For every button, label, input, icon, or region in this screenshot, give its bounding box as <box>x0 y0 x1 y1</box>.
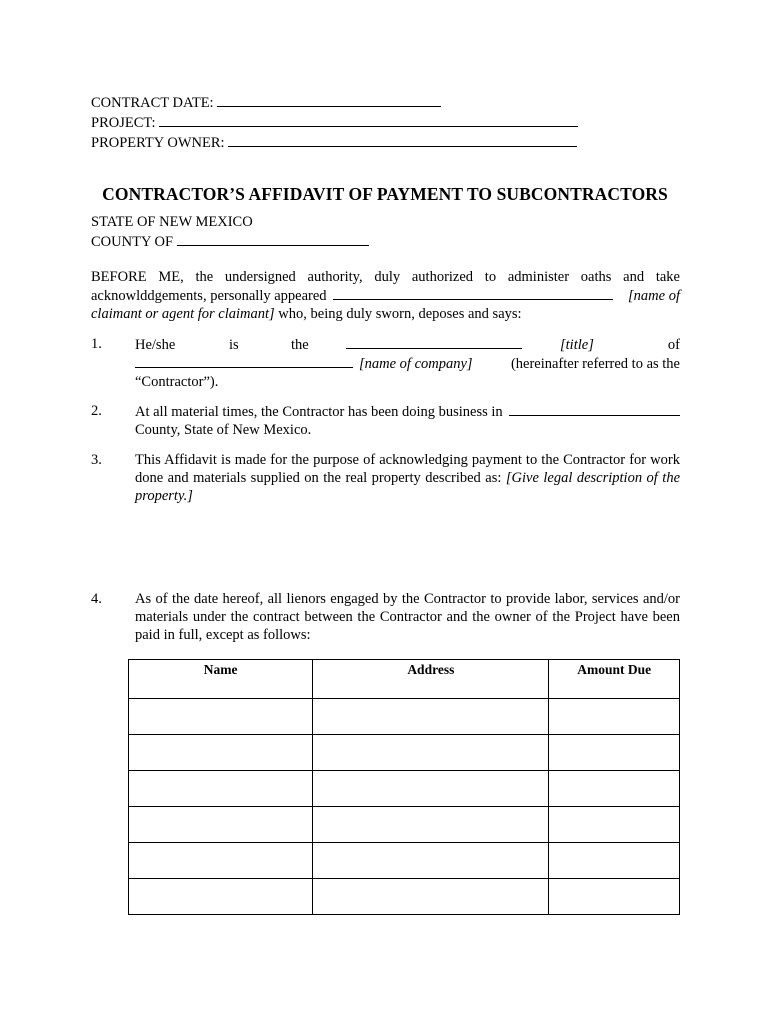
item-3-number: 3. <box>91 452 102 468</box>
before-me-paragraph <box>91 268 680 323</box>
name-cell[interactable] <box>129 735 313 771</box>
table-row <box>129 843 680 879</box>
address-cell[interactable] <box>313 879 549 915</box>
claimant-placeholder: claimant or agent for claimant] <box>91 306 275 322</box>
contract-header <box>91 93 578 153</box>
item-2-content <box>135 402 680 439</box>
item-1-number: 1. <box>91 336 102 352</box>
name-cell[interactable] <box>129 879 313 915</box>
name-cell[interactable] <box>129 807 313 843</box>
lienors-table <box>128 659 680 915</box>
name-cell[interactable] <box>129 843 313 879</box>
amount-due-cell[interactable] <box>549 735 680 771</box>
address-cell[interactable] <box>313 807 549 843</box>
before-line-3 <box>91 305 680 323</box>
item-4-content: As of the date hereof, all lienors engaged by the Contractor to provide labor, services and/or materials under the contract between the Contractor and the owner of the Project have been paid in full, except as follows: <box>135 591 680 643</box>
table-header-row <box>129 660 680 699</box>
name-of-placeholder: [name of <box>628 288 680 304</box>
amount-due-cell[interactable] <box>549 771 680 807</box>
item-1-line-2 <box>135 354 680 373</box>
address-cell[interactable] <box>313 843 549 879</box>
address-column-header: Address <box>313 660 549 699</box>
company-name-blank[interactable] <box>135 354 353 368</box>
title-placeholder: [title] <box>560 337 594 353</box>
of-word: of <box>667 337 680 353</box>
item-4-number: 4. <box>91 591 102 607</box>
name-column-header: Name <box>129 660 313 699</box>
item-2-line-1-text: At all material times, the Contractor has been doing business in <box>135 404 503 420</box>
table-row <box>129 771 680 807</box>
before-line-3-text: who, being duly sworn, deposes and says: <box>278 306 522 322</box>
name-cell[interactable] <box>129 771 313 807</box>
property-owner-label: PROPERTY OWNER: <box>91 135 225 151</box>
table-row <box>129 699 680 735</box>
amount-due-cell[interactable] <box>549 843 680 879</box>
project-line <box>91 113 578 133</box>
document-title: CONTRACTOR’S AFFIDAVIT OF PAYMENT TO SUBCONTRACTORS <box>102 184 668 204</box>
item-3-text: This Affidavit is made for the purpose of acknowledging payment to the Contractor for work done and materials supplied on the real property described as: <box>135 452 680 486</box>
claimant-name-blank[interactable] <box>333 286 613 300</box>
amount-due-cell[interactable] <box>549 699 680 735</box>
item-2-number: 2. <box>91 403 102 419</box>
address-cell[interactable] <box>313 735 549 771</box>
county-label: COUNTY OF <box>91 234 174 250</box>
property-owner-line <box>91 133 578 153</box>
venue-block <box>91 213 369 252</box>
before-line-1: BEFORE ME, the undersigned authority, duly authorized to administer oaths and take <box>91 269 680 285</box>
the-word: the <box>291 337 309 353</box>
address-cell[interactable] <box>313 771 549 807</box>
project-label: PROJECT: <box>91 115 156 131</box>
county-line <box>91 232 369 252</box>
legal-description-placeholder: [Give legal description of the property.] <box>135 470 681 504</box>
address-cell[interactable] <box>313 699 549 735</box>
county-blank[interactable] <box>177 232 369 246</box>
contract-date-label: CONTRACT DATE: <box>91 95 214 111</box>
table-row <box>129 735 680 771</box>
name-cell[interactable] <box>129 699 313 735</box>
table-row <box>129 807 680 843</box>
before-line-2-text: acknowlddgements, personally appeared <box>91 288 327 304</box>
contractor-definition: “Contractor”). <box>135 374 219 390</box>
amount-due-cell[interactable] <box>549 879 680 915</box>
title-blank[interactable] <box>346 335 522 349</box>
item-2-line-2: County, State of New Mexico. <box>135 422 312 438</box>
state-line: STATE OF NEW MEXICO <box>91 214 253 230</box>
item-1-line-1 <box>135 335 680 354</box>
project-blank[interactable] <box>159 113 578 127</box>
property-owner-blank[interactable] <box>228 133 577 147</box>
item-1-content <box>135 335 680 391</box>
amount-due-cell[interactable] <box>549 807 680 843</box>
item-1-line-2-text: (hereinafter referred to as the <box>510 356 680 372</box>
is-word: is <box>229 337 239 353</box>
contract-date-blank[interactable] <box>217 93 441 107</box>
before-line-2 <box>91 286 680 305</box>
item-3-content <box>135 451 680 505</box>
company-placeholder: [name of company] <box>359 356 473 372</box>
item-2-line-1 <box>135 402 680 421</box>
amount-due-column-header: Amount Due <box>549 660 680 699</box>
contract-date-line <box>91 93 578 113</box>
he-she-word: He/she <box>135 337 176 353</box>
table-row <box>129 879 680 915</box>
business-county-blank[interactable] <box>509 402 680 416</box>
